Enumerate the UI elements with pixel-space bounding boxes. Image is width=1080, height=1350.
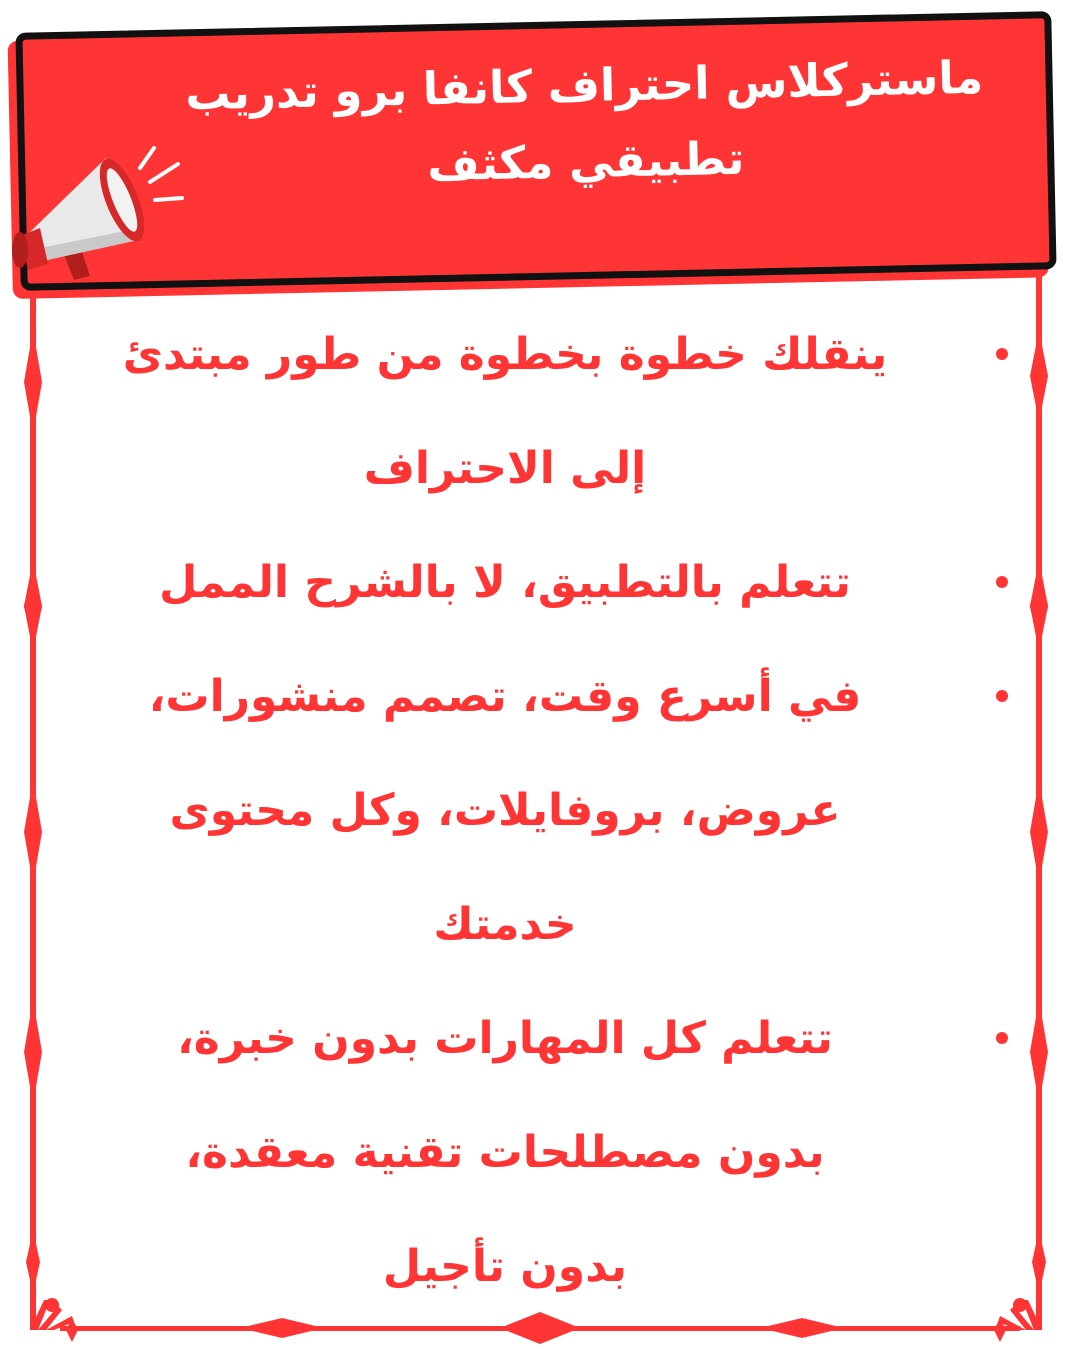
page-title — [149, 39, 1022, 209]
list-item-line: بدون تأجيل — [382, 1241, 628, 1292]
list-item-line: خدمتك — [433, 899, 577, 950]
list-item — [40, 640, 970, 982]
title-line: ماستركلاس احتراف كانفا برو تدريب — [184, 50, 984, 121]
title-line: تطبيقي مكثف — [426, 131, 745, 192]
list-item-line: بدون مصطلحات تقنية معقدة، — [185, 1127, 825, 1178]
list-item — [40, 526, 970, 640]
list-item-line: في أسرع وقت، تصمم منشورات، — [148, 671, 862, 722]
list-item-line: تتعلم كل المهارات بدون خبرة، — [177, 1013, 833, 1064]
list-item-line: ينقلك خطوة بخطوة من طور مبتدئ — [122, 329, 888, 380]
list-item-line: تتعلم بالتطبيق، لا بالشرح الممل — [159, 557, 851, 608]
list-item — [40, 298, 970, 526]
list-item-line: إلى الاحتراف — [363, 443, 647, 494]
megaphone-icon — [10, 140, 190, 290]
list-item-line: عروض، بروفايلات، وكل محتوى — [169, 785, 841, 836]
feature-list — [40, 298, 970, 1324]
list-item — [40, 982, 970, 1324]
